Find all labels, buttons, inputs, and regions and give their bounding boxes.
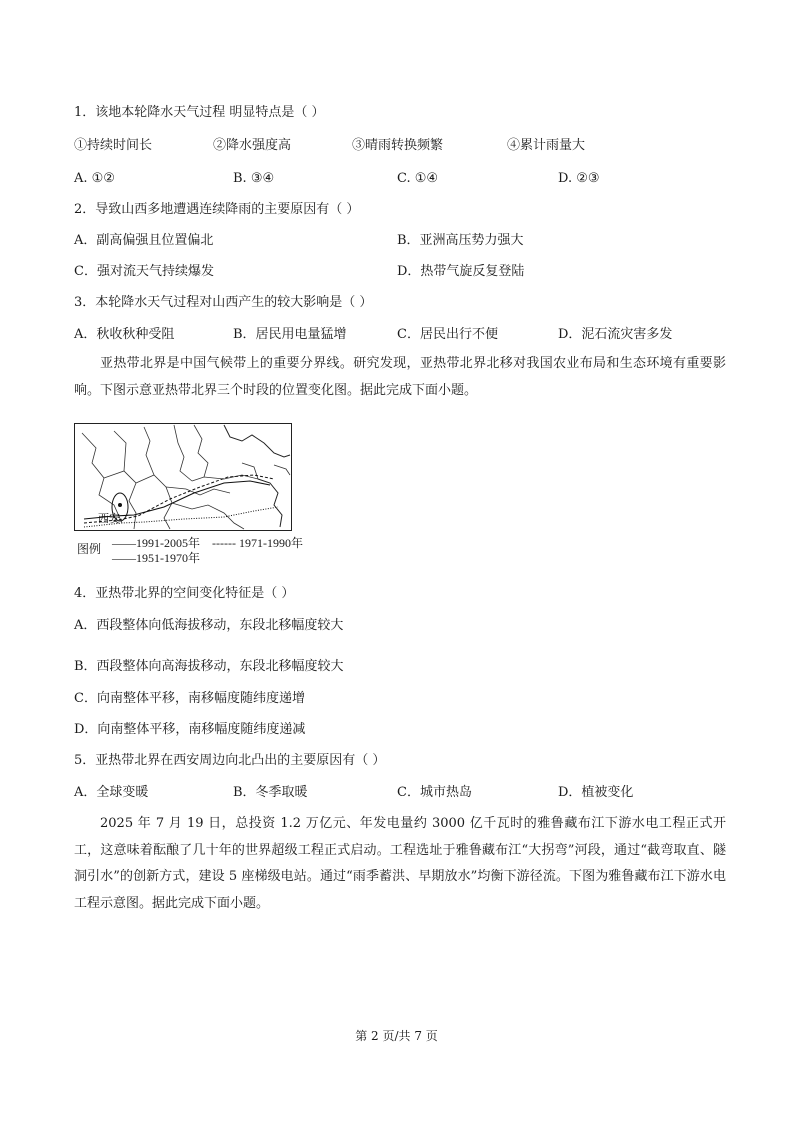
q3-stem: 3．本轮降水天气过程对山西产生的较大影响是（ ） (74, 295, 373, 310)
q4-option-c: C．向南整体平移，南移幅度随纬度递增 (74, 691, 305, 706)
subtropical-boundary-map (74, 423, 294, 533)
q1-stem: 1．该地本轮降水天气过程 明显特点是（ ） (74, 105, 325, 120)
map-legend-1991-2005: ——1991-2005年 (112, 536, 200, 550)
map-legend-1951-1970: ——1951-1970年 (112, 551, 200, 565)
q5-option-a: A．全球变暖 (74, 785, 149, 800)
q5-option-c: C．城市热岛 (397, 785, 472, 800)
q3-option-b: B．居民用电量猛增 (233, 327, 347, 342)
q1-option-b: B. ③④ (233, 171, 275, 186)
map-legend-1971-1990: ------ 1971-1990年 (212, 536, 303, 550)
q3-option-a: A．秋收秋种受阻 (74, 327, 175, 342)
q2-option-b: B．亚洲高压势力强大 (397, 233, 524, 248)
passage-subtropical-boundary: 亚热带北界是中国气候带上的重要分界线。研究发现，亚热带北界北移对我国农业布局和生态环境有重要影响。下图示意亚热带北界三个时段的位置变化图。据此完成下面小题。 (74, 356, 726, 398)
q5-option-d: D．植被变化 (558, 785, 634, 800)
q2-option-d: D．热带气旋反复登陆 (397, 264, 525, 279)
q5-stem: 5．亚热带北界在西安周边向北凸出的主要原因有（ ） (74, 753, 386, 768)
q1-option-d: D. ②③ (558, 171, 600, 186)
q1-item-2: ②降水强度高 (213, 138, 292, 153)
q1-option-a: A. ①② (74, 171, 115, 186)
q1-item-3: ③晴雨转换频繁 (352, 138, 444, 153)
q1-item-4: ④累计雨量大 (507, 138, 586, 153)
q3-option-d: D．泥石流灾害多发 (558, 327, 673, 342)
map-legend-title: 图例 (77, 542, 102, 556)
q4-option-a: A．西段整体向低海拔移动，东段北移幅度较大 (74, 618, 344, 633)
q3-option-c: C．居民出行不便 (397, 327, 498, 342)
q4-option-b: B．西段整体向高海拔移动，东段北移幅度较大 (74, 659, 344, 674)
q2-option-c: C．强对流天气持续爆发 (74, 264, 214, 279)
q5-option-b: B．冬季取暖 (233, 785, 308, 800)
q4-stem: 4．亚热带北界的空间变化特征是（ ） (74, 586, 295, 601)
map-city-label: 西安 (98, 513, 120, 525)
q4-option-d: D．向南整体平移，南移幅度随纬度递减 (74, 722, 306, 737)
passage-yarlung-tsangpo: 2025 年 7 月 19 日，总投资 1.2 万亿元、年发电量约 3000 亿千瓦时的雅鲁藏布江下游水电工程正式开工，这意味着酝酿了几十年的世界超级工程正式启动。工程选址于雅鲁藏布江“大拐弯”河段，通过“截弯取直、隧洞引水”的创新方式，建设 5 座梯级电站。通过“雨季蓄洪、早期放水”均衡下游径流。下图为雅鲁藏布江下游水电工程示意图。据此完成下面小题。 (74, 816, 726, 911)
q1-option-c: C. ①④ (397, 171, 439, 186)
q1-item-1: ①持续时间长 (74, 138, 153, 153)
q2-stem: 2．导致山西多地遭遇连续降雨的主要原因有（ ） (74, 202, 360, 217)
q2-option-a: A．副高偏强且位置偏北 (74, 233, 214, 248)
page-number: 第 2 页/共 7 页 (355, 1029, 438, 1043)
